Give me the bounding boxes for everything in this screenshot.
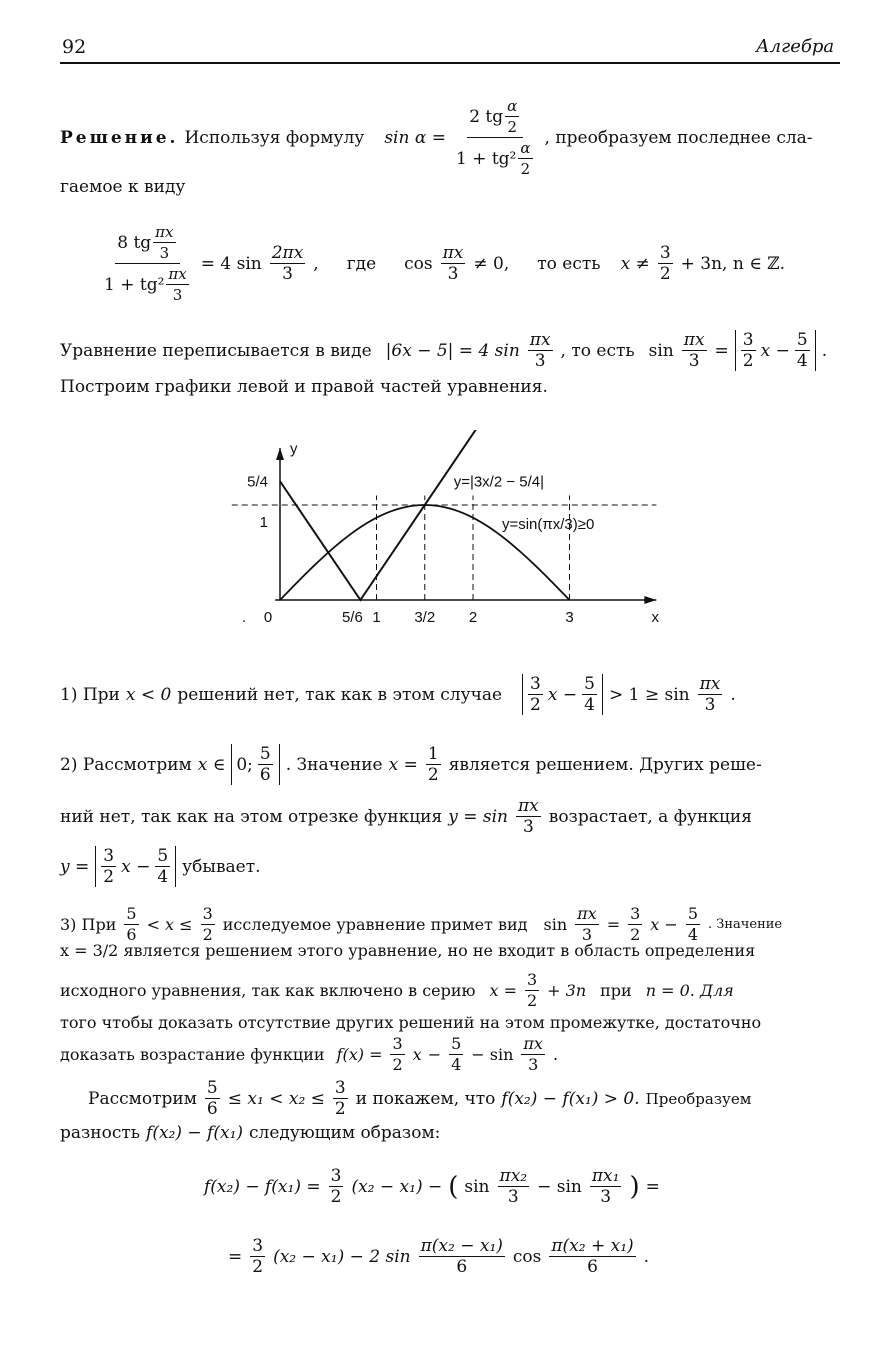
paragraph-2-line3 — [60, 846, 261, 887]
p4-cond: f(x₂) − f(x₁) > 0. — [501, 1088, 640, 1109]
five: 5 — [157, 846, 169, 866]
section-title: Алгебра — [756, 36, 835, 57]
eq3-line2b: (x₂ − x₁) − 2 sin — [273, 1246, 411, 1267]
eq2-text2: , то есть — [560, 340, 635, 361]
x-neq: x ≠ — [620, 253, 650, 274]
graph — [220, 430, 680, 630]
neq-zero: ≠ 0, — [473, 253, 510, 274]
eq1-num: 8 tg — [117, 232, 152, 253]
eq2-abs: |6x − 5| = 4 sin — [385, 340, 520, 361]
pri: при — [600, 980, 632, 1000]
tg-formula — [454, 96, 537, 179]
three: 3 — [522, 817, 534, 837]
x-tick-label: 1 — [372, 609, 381, 626]
three: 3 — [581, 925, 593, 944]
x-label: x — [651, 609, 660, 626]
x-tick-label: 5/6 — [341, 609, 363, 626]
sin-alpha: sin α = — [384, 127, 446, 148]
x-eq: x = — [388, 754, 418, 775]
n-zero: n = 0. Для — [645, 980, 734, 1000]
p3-line5: доказать возрастание функции f(x) = $\frac{3}{2}$ x − $\frac{5}{4}$ − sin $\frac{\pi x}{3}$ . — [60, 1034, 559, 1074]
intro-text: Используя формулу — [184, 127, 365, 148]
intro-after: , преобразуем последнее сла- — [544, 127, 813, 148]
eq3-lhs: f(x₂) − f(x₁) = — [204, 1176, 321, 1197]
comma: , — [313, 253, 319, 274]
to-est: то есть — [537, 253, 601, 274]
px: πx — [577, 904, 597, 923]
page-number: 92 — [62, 36, 87, 58]
sin-curve-label: y=sin(πx/3)≥0 — [501, 516, 595, 533]
x-minus: x − — [121, 856, 151, 877]
four: 4 — [687, 925, 698, 944]
paragraph-1: 1) При x < 0 решений нет, так как в этом случае $\frac{3}{2}$ x − $\frac{5}{4}$ > 1 ≥ sin $\frac{\pi x}{3}$ . — [60, 674, 736, 715]
three: 3 — [507, 1187, 519, 1207]
three: 3 — [600, 1187, 612, 1207]
cos: cos — [512, 1246, 542, 1267]
px2: πx₂ — [499, 1166, 528, 1186]
px: πx — [442, 243, 464, 263]
equals: = — [606, 914, 621, 934]
px: πx — [683, 330, 705, 350]
alpha-half — [505, 96, 519, 137]
dot-label: . — [242, 609, 247, 626]
y-eq-sin: y = sin — [448, 806, 508, 827]
five: 5 — [126, 904, 137, 923]
three: 3 — [528, 1055, 539, 1074]
y-label: y — [290, 440, 298, 458]
paragraph-4: Рассмотрим $\frac{5}{6}$ ≤ x₁ < x₂ ≤ $\frac{3}{2}$ и покажем, что f(x₂) − f(x₁) > 0. Преобразуем — [88, 1078, 752, 1119]
px: πx — [517, 796, 539, 816]
paragraph-2-line2 — [60, 796, 752, 837]
px-over-3 — [698, 674, 723, 715]
x-eq: x = — [489, 980, 517, 1000]
p4-ineq: ≤ x₁ < x₂ ≤ — [227, 1088, 325, 1109]
sin: sin — [648, 340, 674, 361]
p4-text3: Преобразуем — [645, 1089, 752, 1108]
three: 3 — [688, 351, 700, 371]
eq3-num1: π(x₂ − x₁) — [420, 1236, 503, 1256]
six: 6 — [587, 1257, 598, 1277]
two: 2 — [507, 118, 517, 136]
p3-line2: x = 3/2 является решением этого уравнение, но не входит в область определения — [60, 941, 756, 960]
abs-expr: $\frac{3}{2}$ x − $\frac{5}{4}$ — [735, 330, 816, 371]
px: πx — [523, 1034, 543, 1053]
y-tick-label: 5/4 — [247, 473, 268, 491]
two: 2 — [659, 264, 671, 284]
equation-3: f(x₂) − f(x₁) = $\frac{3}{2}$ (x₂ − x₁) − ( sin $\frac{\text{πx₂}}{3}$ − sin $\frac{\text{πx₁}}{3}$ ) = — [204, 1166, 660, 1207]
minus: − — [427, 1044, 442, 1064]
p1-cond: x < 0 — [125, 684, 172, 705]
five: 5 — [687, 904, 698, 923]
px1: πx₁ — [591, 1166, 620, 1186]
eq1-den: 1 + tg² — [104, 274, 165, 295]
minus-sin: − sin — [471, 1044, 514, 1064]
alpha: α — [520, 139, 531, 157]
px-over-3 — [528, 330, 553, 371]
three-halves: $\frac{3}{2}$ — [659, 243, 671, 284]
px: πx — [699, 674, 721, 694]
px-over-3 — [682, 330, 707, 371]
x-tick-label: 3 — [565, 609, 574, 626]
alpha-half-den — [518, 138, 532, 179]
px-over-3-den — [166, 264, 188, 305]
p3-line5a: доказать возрастание функции — [60, 1044, 325, 1064]
y-tick-label: 1 — [259, 514, 268, 531]
abs-expr: $\frac{3}{2}$ x − $\frac{5}{4}$ — [522, 674, 603, 715]
p2-text: 2) Рассмотрим — [60, 754, 192, 775]
p4-text: Рассмотрим — [88, 1088, 197, 1109]
p3-line3a: исходного уравнения, так как включено в серию — [60, 980, 476, 1000]
equation-2: Уравнение переписывается в виде |6x − 5| = 4 sin $\frac{\pi x}{3}$ , то есть sin $\frac{\pi x}{3}$ = $\frac{3}{2}$ x − $\frac{5}{4}$ . — [60, 330, 828, 371]
formula-den: 1 + tg² — [455, 148, 517, 169]
gde: где — [346, 253, 377, 274]
eq1-rhs: = 4 sin — [200, 253, 262, 274]
solution-label: Решение. — [60, 127, 179, 148]
sin: sin — [464, 1176, 490, 1197]
five: 5 — [259, 744, 271, 764]
equals: = — [714, 340, 729, 361]
five: 5 — [584, 674, 595, 694]
two: 2 — [427, 765, 439, 785]
paragraph-4-line2 — [60, 1122, 440, 1144]
p2-text3: является решением. Других реше- — [448, 754, 762, 775]
alpha: α — [507, 97, 518, 115]
paragraph-3: 3) При $\frac{5}{6}$ < x ≤ $\frac{3}{2}$ исследуемое уравнение примет вид sin $\frac{\pi x}{3}$ = $\frac{3}{2}$ x − $\frac{5}{4}$ . Значение — [60, 904, 783, 944]
five: 5 — [451, 1034, 462, 1053]
twopx: 2πx — [271, 243, 304, 263]
px: πx — [168, 265, 187, 283]
three: 3 — [172, 286, 183, 304]
p2-text2: . Значение — [285, 754, 383, 775]
eq1-fraction — [102, 222, 193, 305]
eq3-part1: (x₂ − x₁) − — [351, 1176, 443, 1197]
px: πx — [529, 330, 551, 350]
equation-1 — [100, 222, 785, 305]
p1-rhs: > 1 ≥ sin — [608, 684, 690, 705]
solution-intro — [60, 96, 813, 179]
p1-text2: решений нет, так как в этом случае — [177, 684, 503, 705]
three: 3 — [282, 264, 293, 284]
p3-line4: того чтобы доказать отсутствие других решений на этом промежутке, достаточно — [60, 1013, 762, 1032]
two: 2 — [526, 991, 538, 1010]
eq2-text: Уравнение переписывается в виде — [60, 340, 372, 361]
eq3-num2: π(x₂ + x₁) — [551, 1236, 634, 1256]
x-minus: x − — [760, 340, 790, 361]
two: 2 — [202, 925, 213, 944]
x-tick-label: 3/2 — [414, 609, 436, 626]
three: 3 — [704, 695, 716, 715]
p4-line2a: разность — [60, 1123, 141, 1143]
fx: f(x) = — [336, 1044, 383, 1064]
px-over-3-cos — [441, 243, 466, 284]
eq2-line2: Построим графики левой и правой частей уравнения. — [60, 377, 548, 397]
six: 6 — [456, 1257, 468, 1277]
abs-expr: $\frac{3}{2}$ x − $\frac{5}{4}$ — [95, 846, 176, 887]
formula-num: 2 tg — [469, 106, 504, 127]
equation-3-line2: = $\frac{3}{2}$ (x₂ − x₁) − 2 sin $\frac{\text{π(x₂ − x₁)}}{6}$ cos $\frac{\text{π(x₂ + x₁)}}{6}$ . — [228, 1236, 650, 1277]
x-tick-label: 0 — [263, 609, 273, 626]
four: 4 — [796, 351, 808, 371]
four: 4 — [157, 867, 169, 887]
header-rule — [60, 62, 840, 64]
intro-line2: гаемое к виду — [60, 177, 186, 197]
cos: cos — [404, 253, 433, 274]
eq3-end: = — [645, 1176, 660, 1197]
x-axis-arrow — [644, 596, 656, 604]
minus-sin: − sin — [537, 1176, 582, 1197]
p2-line2a: ний нет, так как на этом отрезке функция — [60, 806, 443, 827]
interval-zero: 0; — [236, 754, 253, 775]
x-tick-label: 2 — [468, 609, 478, 626]
four: 4 — [584, 695, 595, 715]
three: 3 — [534, 351, 546, 371]
p4-line2b: следующим образом: — [249, 1123, 441, 1143]
period: . — [643, 1246, 650, 1267]
y-axis-arrow — [276, 448, 284, 460]
eq1-rest: + 3n, n ∈ ℤ. — [680, 253, 786, 274]
two: 2 — [520, 160, 531, 178]
three: 3 — [447, 264, 459, 284]
x-in: x ∈ — [197, 754, 226, 775]
five: 5 — [796, 330, 808, 350]
one: 1 — [427, 744, 439, 764]
twopx-over-3 — [270, 243, 306, 284]
p4-text2: и покажем, что — [355, 1088, 496, 1109]
p3-val: . Значение — [708, 916, 783, 932]
plus-3n: + 3n — [547, 980, 587, 1000]
p2-line3b: убывает. — [182, 856, 261, 877]
px: πx — [155, 223, 174, 241]
y-eq: y = — [60, 856, 90, 877]
interval: 0; $\frac{5}{6}$ — [231, 744, 279, 785]
two: 2 — [334, 1099, 346, 1119]
eq3-line2a: = — [228, 1246, 243, 1267]
four: 4 — [451, 1055, 462, 1074]
abs-curve-label: y=|3x/2 − 5/4| — [453, 473, 545, 491]
p1-text: 1) При — [60, 684, 120, 705]
sin: sin — [543, 914, 568, 934]
p3-line3: исходного уравнения, так как включено в серию x = $\frac{3}{2}$ + 3n при n = 0. Для — [60, 970, 734, 1010]
paragraph-2 — [60, 744, 762, 785]
p3-text2: исследуемое уравнение примет вид — [222, 914, 528, 934]
px-over-3 — [153, 222, 175, 263]
x-minus: x − — [650, 914, 678, 934]
x-minus: x − — [547, 684, 578, 705]
p3-text: 3) При — [60, 914, 117, 934]
five: 5 — [206, 1078, 218, 1098]
p2-line2b: возрастает, а функция — [548, 806, 752, 827]
three: 3 — [159, 244, 170, 262]
p4-diff: f(x₂) − f(x₁) — [146, 1123, 244, 1143]
lt-x-le: < x ≤ — [146, 914, 193, 934]
